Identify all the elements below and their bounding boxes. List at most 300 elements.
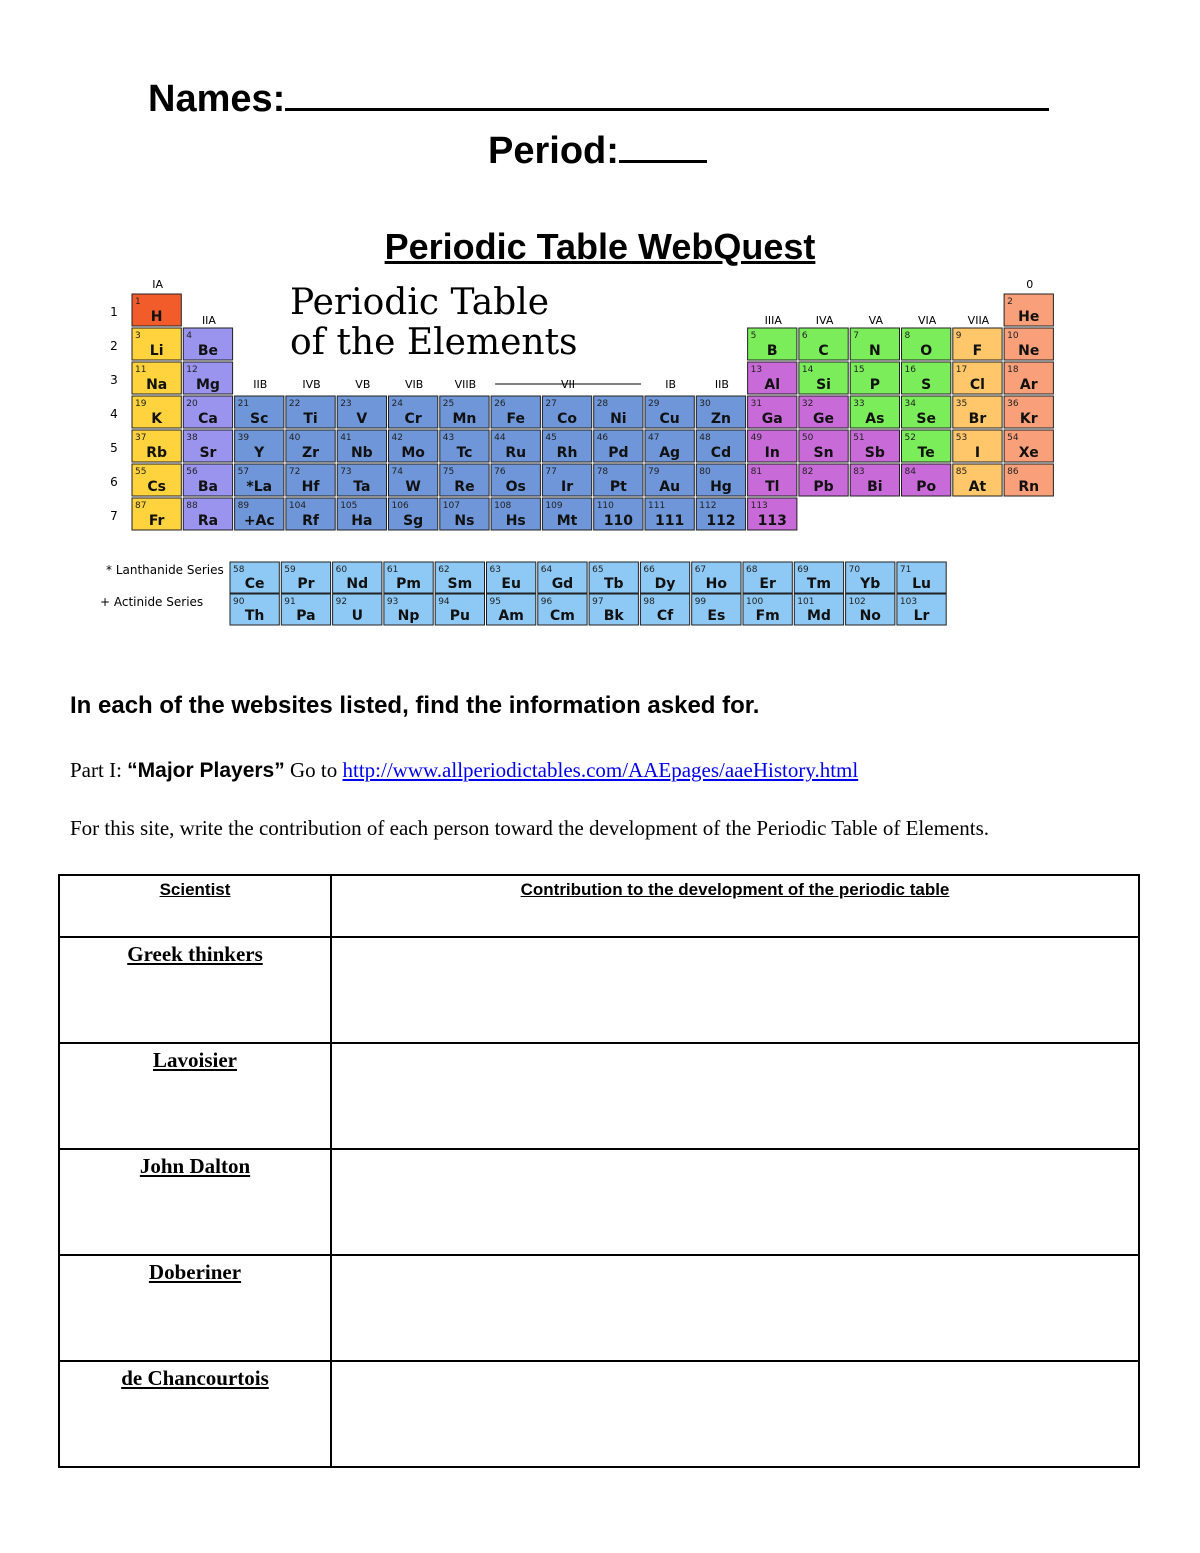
actinide-cell [487,594,536,625]
element-cell [748,328,797,360]
element-cell [645,396,694,428]
atomic-number: 74 [391,467,403,477]
element-cell [696,498,745,530]
atomic-number: 60 [335,565,348,575]
element-cell [542,464,591,496]
atomic-number: 23 [340,399,352,409]
atomic-number: 14 [801,365,814,375]
atomic-number: 57 [237,467,250,477]
element-symbol: Pb [813,479,834,495]
names-line [148,74,1049,121]
atomic-number: 47 [648,433,660,443]
element-symbol: 112 [706,513,736,529]
atomic-number: 42 [391,433,403,443]
atomic-number: 108 [494,501,512,511]
group-label: VB [355,378,371,391]
element-cell [235,396,284,428]
element-symbol: Y [254,445,265,461]
lanthanide-cell [794,562,843,593]
element-cell [337,464,386,496]
atomic-number: 35 [955,399,968,409]
atomic-number: 25 [442,399,455,409]
element-symbol: Pt [609,479,627,495]
element-cell [542,396,591,428]
element-symbol: No [859,608,881,624]
element-cell [440,464,489,496]
contribution-cell[interactable] [331,1043,1139,1149]
part-one-goto: Go to [284,758,343,782]
element-symbol: Xe [1018,445,1039,461]
element-cell [132,396,181,428]
pt-title-line2: of the Elements [290,322,578,363]
part-one-line [70,758,858,783]
element-symbol: Gd [551,576,574,592]
atomic-number: 69 [797,565,809,575]
element-cell [1004,328,1053,360]
atomic-number: 107 [442,501,460,511]
element-cell [799,328,848,360]
element-cell [953,328,1002,360]
period-number: 2 [110,339,118,353]
element-symbol: Yb [860,576,881,592]
element-cell [594,396,643,428]
atomic-number: 70 [848,565,861,575]
group-label: 0 [1026,278,1034,291]
contribution-cell[interactable] [331,1361,1139,1467]
atomic-number: 63 [489,565,501,575]
atomic-number: 75 [442,467,455,477]
atomic-number: 101 [797,597,815,607]
atomic-number: 43 [442,433,455,443]
period-number: 5 [110,441,118,455]
element-cell [542,430,591,462]
element-symbol: P [869,377,880,393]
element-symbol: Ho [705,576,728,592]
names-label: Names: [148,78,286,120]
element-cell [850,464,899,496]
atomic-number: 62 [438,565,450,575]
element-cell [953,430,1002,462]
element-cell [235,498,284,530]
element-cell [748,464,797,496]
atomic-number: 83 [853,467,865,477]
element-cell [286,396,335,428]
element-symbol: Lu [912,576,931,592]
element-cell [594,430,643,462]
atomic-number: 10 [1007,331,1019,341]
element-cell [440,396,489,428]
element-cell [953,464,1002,496]
atomic-number: 113 [750,501,768,511]
element-symbol: Pu [449,608,470,624]
element-symbol: 113 [757,513,787,529]
element-cell [953,396,1002,428]
group-label: VIIB [454,378,477,391]
group-label: IIB [253,378,268,391]
actinide-cell [230,594,279,625]
atomic-number: 99 [694,597,707,607]
atomic-number: 79 [648,467,660,477]
atomic-number: 73 [340,467,352,477]
atomic-number: 17 [955,365,968,375]
atomic-number: 16 [904,365,916,375]
element-cell [491,396,540,428]
atomic-number: 6 [801,331,808,341]
element-symbol: Hf [301,479,320,495]
atomic-number: 40 [288,433,301,443]
element-cell [389,396,438,428]
element-symbol: As [865,411,885,427]
element-symbol: Po [916,479,937,495]
contribution-cell[interactable] [331,1255,1139,1361]
element-symbol: Ce [244,576,265,592]
atomic-number: 71 [899,565,912,575]
element-cell [748,498,797,530]
actinide-cell [794,594,843,625]
element-symbol: U [351,608,363,624]
element-cell [337,396,386,428]
scientist-table [58,874,1140,1468]
element-cell [440,498,489,530]
element-symbol: Bk [603,608,624,624]
element-cell [132,328,181,360]
element-symbol: Sc [250,411,269,427]
atomic-number: 28 [596,399,609,409]
atomic-number: 55 [135,467,147,477]
element-symbol: Am [498,608,524,624]
periodic-table-image [100,276,1060,636]
atomic-number: 87 [135,501,147,511]
element-symbol: I [974,445,981,461]
element-symbol: Sg [403,513,424,529]
atomic-number: 92 [335,597,348,607]
element-symbol: W [405,479,421,495]
lanthanide-cell [589,562,638,593]
atomic-number: 66 [643,565,655,575]
group-label: VII [561,378,576,391]
element-symbol: Kr [1019,411,1038,427]
element-cell [645,430,694,462]
element-symbol: Mn [452,411,477,427]
element-symbol: In [764,445,780,461]
element-cell [183,430,232,462]
actinide-cell [435,594,484,625]
element-symbol: Cu [659,411,680,427]
period-number: 4 [110,407,118,421]
history-link[interactable]: http://www.allperiodictables.com/AAEpages/aaeHistory.html [342,758,859,782]
element-cell [1004,294,1053,326]
atomic-number: 77 [545,467,557,477]
atomic-number: 97 [592,597,604,607]
element-symbol: Se [916,411,936,427]
table-row [59,1043,1139,1149]
element-symbol: Es [707,608,726,624]
element-symbol: Ca [198,411,218,427]
atomic-number: 12 [186,365,198,375]
actinide-cell [743,594,792,625]
table-row [59,1255,1139,1361]
element-cell [902,396,951,428]
element-cell [389,430,438,462]
element-cell [850,430,899,462]
atomic-number: 112 [699,501,717,511]
atomic-number: 93 [386,597,399,607]
element-cell [389,464,438,496]
element-symbol: Ha [351,513,373,529]
atomic-number: 54 [1007,433,1019,443]
atomic-number: 90 [233,597,245,607]
element-cell [286,464,335,496]
element-symbol: H [150,309,163,325]
atomic-number: 102 [848,597,866,607]
scientist-name: Doberiner [59,1255,331,1361]
element-symbol: Sb [864,445,885,461]
actinide-cell [640,594,689,625]
atomic-number: 44 [494,433,506,443]
element-cell [183,464,232,496]
element-symbol: Th [244,608,265,624]
atomic-number: 67 [694,565,707,575]
period-number: 3 [110,373,118,387]
element-symbol: Hs [505,513,526,529]
period-line [488,126,707,173]
atomic-number: 49 [750,433,763,443]
element-symbol: K [151,411,163,427]
element-symbol: 111 [655,513,685,529]
atomic-number: 4 [186,331,193,341]
atomic-number: 46 [596,433,609,443]
group-label: IA [152,278,164,291]
atomic-number: 5 [750,331,757,341]
element-cell [132,294,181,326]
contribution-cell[interactable] [331,937,1139,1043]
atomic-number: 78 [596,467,609,477]
element-symbol: Tm [806,576,832,592]
element-symbol: Ag [659,445,681,461]
atomic-number: 56 [186,467,198,477]
element-cell [748,430,797,462]
element-symbol: Si [816,377,831,393]
element-cell [1004,396,1053,428]
element-symbol: Co [557,411,578,427]
element-symbol: Be [197,343,219,359]
atomic-number: 53 [955,433,968,443]
element-symbol: Rn [1018,479,1040,495]
group-label: IVB [302,378,321,391]
atomic-number: 106 [391,501,409,511]
lanthanide-cell [435,562,484,593]
group-label: IVA [815,314,834,327]
atomic-number: 52 [904,433,916,443]
scientist-name: de Chancourtois [59,1361,331,1467]
element-symbol: Sn [813,445,834,461]
element-symbol: Lr [913,608,930,624]
element-cell [696,396,745,428]
element-symbol: B [766,343,778,359]
actinide-cell [846,594,895,625]
element-symbol: Ns [454,513,475,529]
element-symbol: Ra [197,513,219,529]
atomic-number: 3 [135,331,141,341]
element-symbol: Nd [346,576,369,592]
element-symbol: Ni [610,411,627,427]
element-cell [696,464,745,496]
element-symbol: Al [764,377,781,393]
element-symbol: Au [659,479,681,495]
element-symbol: +Ac [243,513,275,529]
element-cell [183,498,232,530]
atomic-number: 31 [750,399,763,409]
atomic-number: 76 [494,467,506,477]
atomic-number: 33 [853,399,865,409]
atomic-number: 98 [643,597,655,607]
atomic-number: 20 [186,399,198,409]
atomic-number: 61 [386,565,399,575]
actinide-cell [384,594,433,625]
atomic-number: 11 [135,365,147,375]
scientist-name: Lavoisier [59,1043,331,1149]
element-symbol: O [920,343,933,359]
atomic-number: 13 [750,365,763,375]
atomic-number: 41 [340,433,352,443]
names-blank[interactable] [285,74,1049,111]
actinide-cell [538,594,587,625]
lanthanide-cell [538,562,587,593]
period-blank[interactable] [619,126,707,163]
atomic-number: 58 [233,565,245,575]
atomic-number: 72 [288,467,301,477]
atomic-number: 82 [801,467,814,477]
element-symbol: Ar [1019,377,1038,393]
element-symbol: Ne [1018,343,1040,359]
element-cell [799,362,848,394]
element-cell [286,430,335,462]
atomic-number: 64 [540,565,553,575]
element-symbol: Zr [302,445,320,461]
period-number: 1 [110,305,118,319]
atomic-number: 2 [1007,297,1013,307]
group-label: VIIA [967,314,990,327]
atomic-number: 32 [801,399,814,409]
atomic-number: 26 [494,399,506,409]
atomic-number: 51 [853,433,865,443]
element-cell [696,430,745,462]
element-symbol: Re [454,479,475,495]
atomic-number: 65 [592,565,604,575]
table-header-row [59,875,1139,937]
page-title: Periodic Table WebQuest [384,226,816,267]
element-cell [645,464,694,496]
element-symbol: Rb [146,445,168,461]
atomic-number: 94 [438,597,450,607]
atomic-number: 80 [699,467,711,477]
element-cell [799,464,848,496]
group-label: IIA [201,314,216,327]
element-cell [748,362,797,394]
element-symbol: Sm [447,576,473,592]
atomic-number: 68 [746,565,758,575]
contribution-column-header: Contribution to the development of the periodic table [331,875,1139,937]
element-cell [748,396,797,428]
element-symbol: 110 [603,513,633,529]
lanthanide-cell [333,562,382,593]
lanthanide-cell [897,562,946,593]
element-symbol: C [818,343,829,359]
element-cell [235,430,284,462]
element-symbol: Rf [302,513,319,529]
element-symbol: *La [246,479,273,495]
element-cell [132,498,181,530]
element-symbol: Ru [505,445,527,461]
atomic-number: 45 [545,433,557,443]
element-symbol: Fr [148,513,165,529]
atomic-number: 37 [135,433,147,443]
element-cell [594,464,643,496]
element-cell [902,362,951,394]
group-label: VIB [404,378,424,391]
element-symbol: Nb [350,445,373,461]
element-cell [850,362,899,394]
element-symbol: Ge [813,411,835,427]
group-label: IB [665,378,677,391]
contribution-cell[interactable] [331,1149,1139,1255]
lanthanide-cell [487,562,536,593]
element-symbol: S [921,377,932,393]
atomic-number: 38 [186,433,198,443]
element-symbol: Os [505,479,526,495]
part-one-name: “Major Players” [127,759,285,782]
lanthanide-cell [281,562,330,593]
element-cell [1004,430,1053,462]
atomic-number: 100 [746,597,764,607]
element-cell [183,362,232,394]
atomic-number: 21 [237,399,250,409]
element-symbol: Ti [303,411,318,427]
atomic-number: 27 [545,399,557,409]
atomic-number: 24 [391,399,403,409]
lanthanide-cell [743,562,792,593]
atomic-number: 104 [288,501,307,511]
atomic-number: 18 [1007,365,1019,375]
element-cell [799,430,848,462]
element-symbol: V [356,411,368,427]
atomic-number: 91 [284,597,296,607]
lanthanide-cell [640,562,689,593]
period-number: 6 [110,475,118,489]
atomic-number: 19 [135,399,147,409]
element-cell [902,464,951,496]
element-symbol: Er [759,576,776,592]
atomic-number: 22 [288,399,301,409]
atomic-number: 48 [699,433,711,443]
element-symbol: Md [806,608,831,624]
element-symbol: Ta [353,479,371,495]
element-symbol: Zn [710,411,732,427]
element-symbol: Cl [969,377,985,393]
element-symbol: Fe [506,411,525,427]
element-cell [953,362,1002,394]
atomic-number: 9 [955,331,962,341]
element-cell [132,362,181,394]
scientist-column-header: Scientist [59,875,331,937]
element-cell [850,396,899,428]
element-symbol: Cr [404,411,422,427]
actinide-cell [897,594,946,625]
element-symbol: Pd [608,445,629,461]
element-cell [132,430,181,462]
element-cell [850,328,899,360]
element-cell [1004,464,1053,496]
